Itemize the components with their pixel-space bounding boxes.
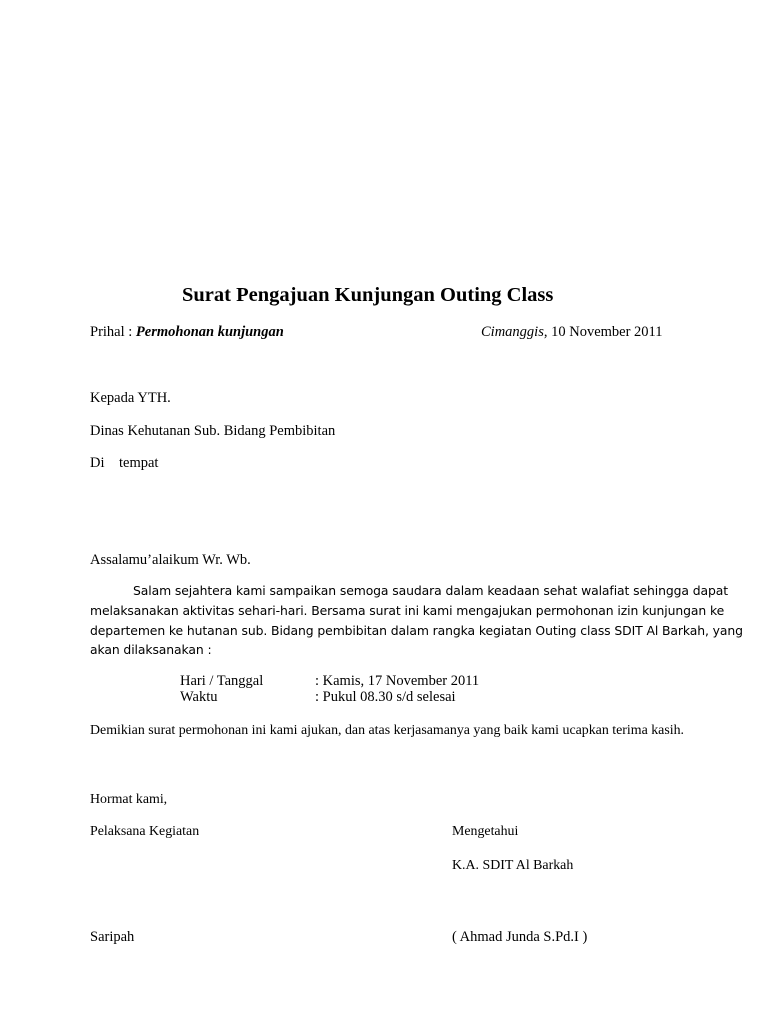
subject-value: Permohonan kunjungan: [135, 324, 284, 340]
greeting: Assalamu’alaikum Wr. Wb.: [90, 552, 251, 568]
signer-right-name: ( Ahmad Junda S.Pd.I ): [452, 929, 588, 945]
letter-title: Surat Pengajuan Kunjungan Outing Class: [182, 284, 554, 306]
recipient-tempat: tempat: [119, 455, 159, 471]
signer-left-role: Pelaksana Kegiatan: [90, 824, 200, 839]
date-rest: , 10 November 2011: [543, 324, 663, 340]
signer-right-role: Mengetahui: [452, 824, 519, 839]
closing-sentence: Demikian surat permohonan ini kami ajukan, dan atas kerjasamanya yang baik kami ucapkan terima kasih.: [90, 723, 685, 738]
body-line-2: melaksanakan aktivitas sehari-hari. Bersama surat ini kami mengajukan permohonan izin kunjungan ke: [90, 603, 725, 618]
letter-date: [481, 324, 663, 341]
subject-label: Prihal :: [90, 324, 136, 340]
body-line-4: akan dilaksanakan :: [90, 642, 212, 657]
recipient-line-2: Dinas Kehutanan Sub. Bidang Pembibitan: [90, 423, 336, 439]
subject-line: [90, 324, 284, 341]
regards: Hormat kami,: [90, 792, 168, 807]
recipient-line-1: Kepada YTH.: [90, 390, 171, 406]
schedule-value-time: : Pukul 08.30 s/d selesai: [315, 689, 456, 705]
signer-right-title: K.A. SDIT Al Barkah: [452, 858, 574, 873]
body-line-3: departemen ke hutanan sub. Bidang pembibitan dalam rangka kegiatan Outing class SDIT Al Barkah, yang: [90, 623, 743, 638]
date-place: Cimanggis: [481, 324, 544, 340]
schedule-label-date: Hari / Tanggal: [180, 673, 264, 689]
schedule-value-date: : Kamis, 17 November 2011: [315, 673, 480, 689]
body-line-1: Salam sejahtera kami sampaikan semoga saudara dalam keadaan sehat walafiat sehingga dapat: [133, 583, 728, 598]
schedule-label-time: Waktu: [180, 689, 218, 705]
signer-left-name: Saripah: [90, 929, 135, 945]
recipient-di: Di: [90, 455, 105, 471]
